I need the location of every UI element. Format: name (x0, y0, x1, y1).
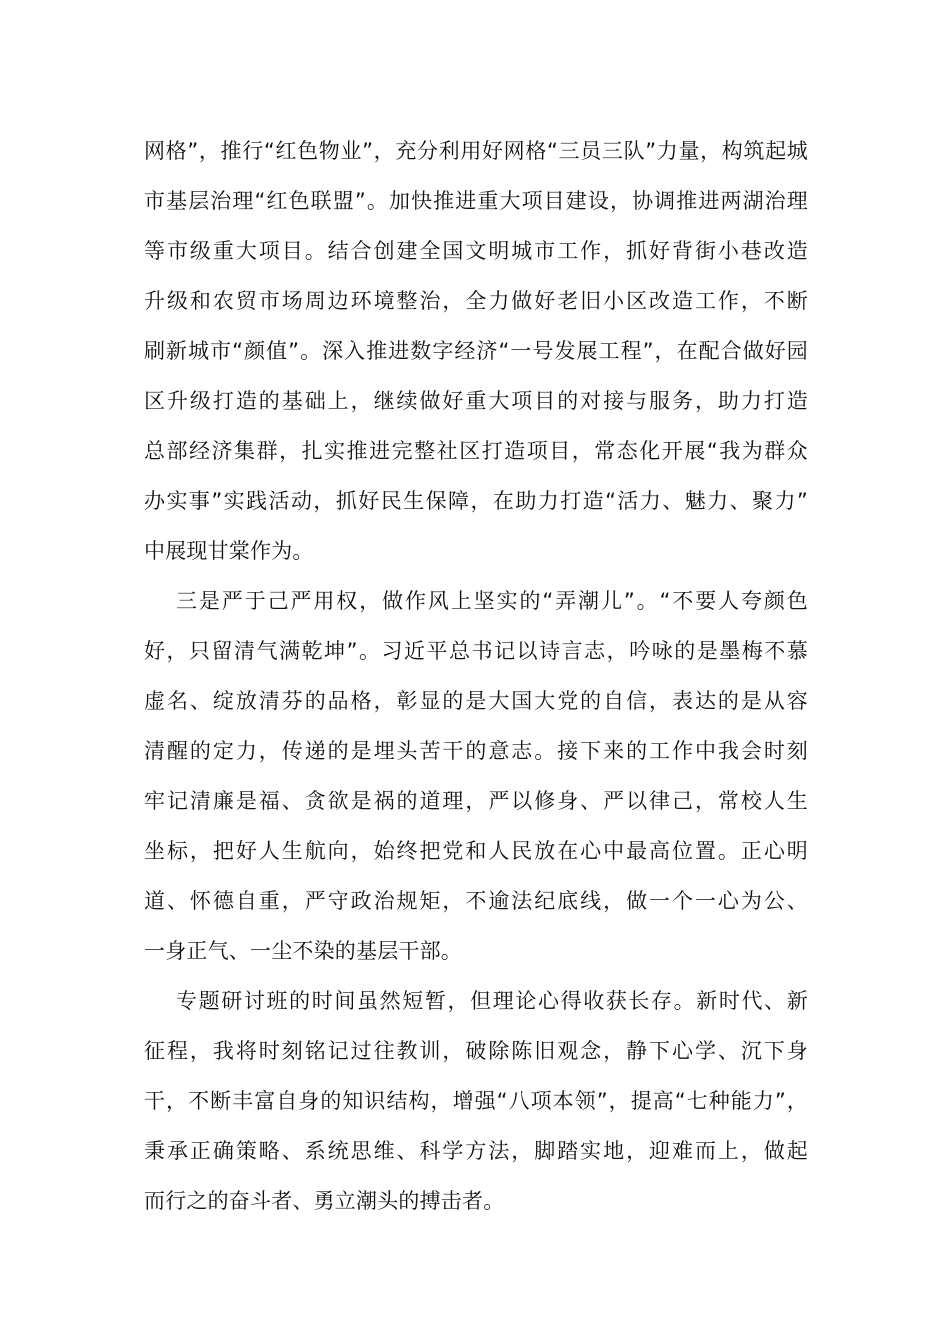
text-line: 征程，我将时刻铭记过往教训，破除陈旧观念，静下心学、沉下身 (144, 1039, 808, 1063)
text-line: 虚名、绽放清芬的品格，彰显的是大国大党的自信，表达的是从容 (144, 689, 808, 713)
text-line: 市基层治理“红色联盟”。加快推进重大项目建设，协调推进两湖治理 (144, 189, 808, 213)
text-line: 秉承正确策略、系统思维、科学方法，脚踏实地，迎难而上，做起 (144, 1139, 808, 1163)
text-line: 道、怀德自重，严守政治规矩，不逾法纪底线，做一个一心为公、 (144, 889, 808, 913)
paragraph-2 (144, 576, 808, 976)
text-line: 区升级打造的基础上，继续做好重大项目的对接与服务，助力打造 (144, 389, 808, 413)
text-line: 清醒的定力，传递的是埋头苦干的意志。接下来的工作中我会时刻 (144, 739, 808, 763)
text-line: 坐标，把好人生航向，始终把党和人民放在心中最高位置。正心明 (144, 839, 808, 863)
text-line: 等市级重大项目。结合创建全国文明城市工作，抓好背街小巷改造 (144, 239, 808, 263)
text-line: 好，只留清气满乾坤”。习近平总书记以诗言志，吟咏的是墨梅不慕 (144, 639, 808, 663)
text-line: 网格”，推行“红色物业”，充分利用好网格“三员三队”力量，构筑起城 (144, 139, 808, 163)
text-line: 三是严于己严用权，做作风上坚实的“弄潮儿”。“不要人夸颜色 (176, 589, 808, 613)
text-line: 而行之的奋斗者、勇立潮头的搏击者。 (144, 1189, 505, 1213)
document-body (144, 126, 808, 1226)
text-line: 总部经济集群，扎实推进完整社区打造项目，常态化开展“我为群众 (144, 439, 808, 463)
text-line: 刷新城市“颜值”。深入推进数字经济“一号发展工程”，在配合做好园 (144, 339, 808, 363)
text-line: 升级和农贸市场周边环境整治，全力做好老旧小区改造工作，不断 (144, 289, 808, 313)
text-line: 一身正气、一尘不染的基层干部。 (144, 939, 462, 963)
text-line: 中展现甘棠作为。 (144, 539, 314, 563)
text-line: 专题研讨班的时间虽然短暂，但理论心得收获长存。新时代、新 (176, 989, 808, 1013)
text-line: 办实事”实践活动，抓好民生保障，在助力打造“活力、魅力、聚力” (144, 489, 808, 513)
text-line: 牢记清廉是福、贪欲是祸的道理，严以修身、严以律己，常校人生 (144, 789, 808, 813)
text-line: 干，不断丰富自身的知识结构，增强“八项本领”，提高“七种能力”， (144, 1089, 808, 1113)
paragraph-3 (144, 976, 808, 1226)
paragraph-1 (144, 126, 808, 576)
